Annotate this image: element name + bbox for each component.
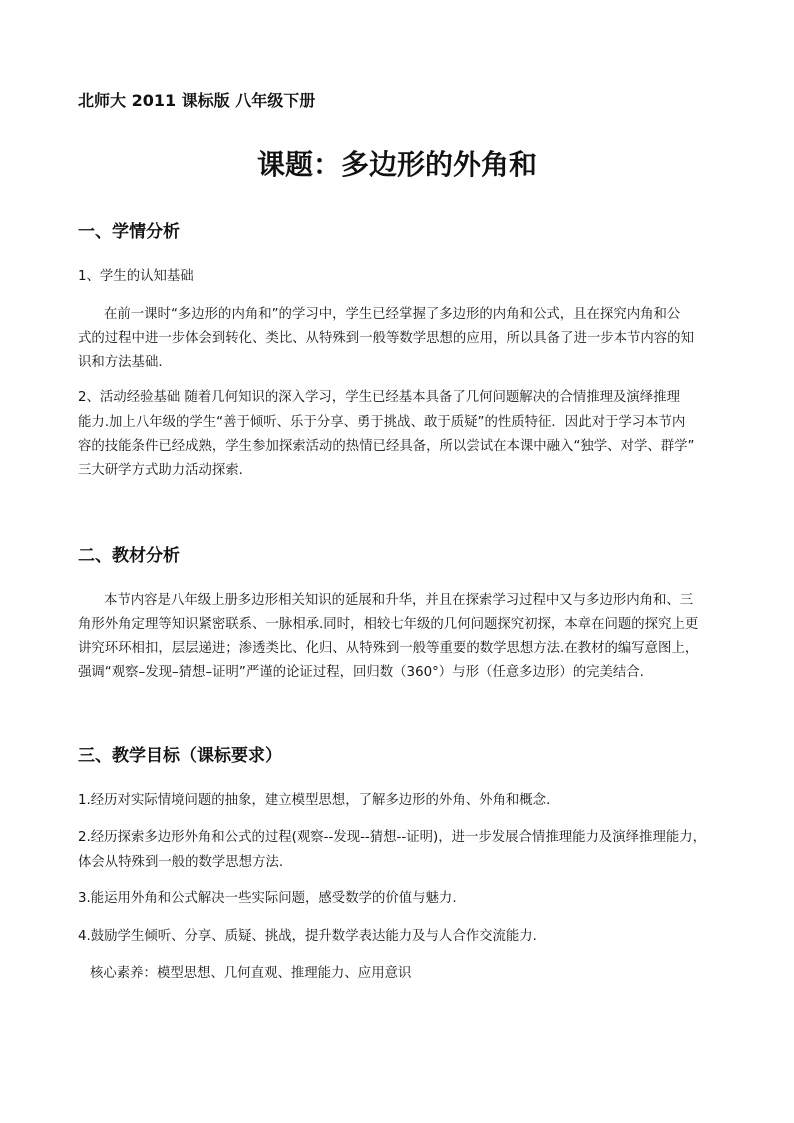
core-literacy: 核心素养：模型思想、几何直观、推理能力、应用意识 <box>90 966 412 981</box>
document-header: 北师大 2011 课标版 八年级下册 <box>78 91 316 110</box>
paragraph-line: 强调“观察–发现–猜想–证明”严谨的论证过程，回归数（360°）与形（任意多边形）的完美结合. <box>78 665 644 680</box>
page-title: 课题：多边形的外角和 <box>256 148 537 181</box>
goal-item: 2.经历探索多边形外角和公式的过程(观察--发现--猜想--证明)，进一步发展合情推理能力及演绎推理能力， <box>78 830 707 845</box>
paragraph-line: 本节内容是八年级上册多边形相关知识的延展和升华，并且在探索学习过程中又与多边形内角和、三 <box>104 593 694 608</box>
goal-item: 1.经历对实际情境问题的抽象，建立模型思想，了解多边形的外角、外角和概念. <box>78 793 551 808</box>
paragraph-line: 容的技能条件已经成熟，学生参加探索活动的热情已经具备，所以尝试在本课中融入“独学、对学、群学” <box>78 439 695 454</box>
paragraph-line: 识和方法基础. <box>78 355 163 370</box>
paragraph-line: 角形外角定理等知识紧密联系、一脉相承.同时，相较七年级的几何问题探究初探，本章在问题的探究上更 <box>78 617 699 632</box>
paragraph-line: 讲究环环相扣，层层递进；渗透类比、化归、从特殊到一般等重要的数学思想方法.在教材的编写意图上， <box>78 641 699 656</box>
paragraph-line: 三大研学方式助力活动探索. <box>78 463 243 478</box>
section-heading-textbook-analysis: 二、教材分析 <box>78 546 180 566</box>
paragraph-line: 式的过程中进一步体会到转化、类比、从特殊到一般等数学思想的应用，所以具备了进一步本节内容的知 <box>78 331 694 346</box>
subheading-cognitive-basis: 1、学生的认知基础 <box>78 269 194 284</box>
goal-item: 3.能运用外角和公式解决一些实际问题，感受数学的价值与魅力. <box>78 891 457 906</box>
section-heading-teaching-goals: 三、教学目标（课标要求） <box>78 746 282 766</box>
goal-item: 体会从特殊到一般的数学思想方法. <box>78 855 284 870</box>
paragraph-line: 能力.加上八年级的学生“善于倾听、乐于分享、勇于挑战、敢于质疑”的性质特征．因此对于学习本节内 <box>78 415 686 430</box>
paragraph-line: 在前一课时“多边形的内角和”的学习中，学生已经掌握了多边形的内角和公式，且在探究内角和公 <box>104 307 681 322</box>
goal-item: 4.鼓励学生倾听、分享、质疑、挑战，提升数学表达能力及与人合作交流能力. <box>78 929 537 944</box>
section-heading-learner-analysis: 一、学情分析 <box>78 222 180 242</box>
paragraph-line: 2、活动经验基础 随着几何知识的深入学习，学生已经基本具备了几何问题解决的合情推理及演绎推理 <box>78 390 680 405</box>
